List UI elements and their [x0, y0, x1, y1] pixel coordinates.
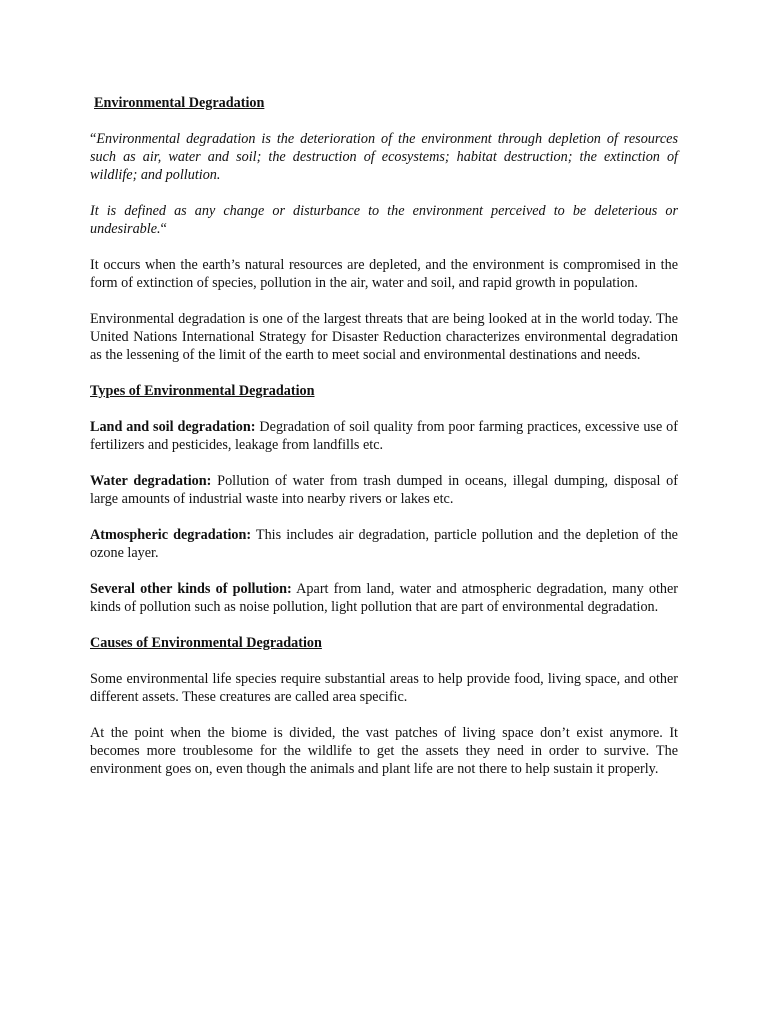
opening-quote-mark: “ — [90, 131, 97, 147]
type-term-atmospheric: Atmospheric degradation: — [90, 527, 252, 543]
type-text-land: Degradation of soil quality from poor farming practices, excessive use of fertilizers and pesticides, leakage from landfills etc. — [90, 419, 678, 453]
type-text-other: Apart from land, water and atmospheric degradation, many other kinds of pollution such as noise pollution, light pollution that are part of environmental degradation. — [90, 581, 678, 615]
type-term-land: Land and soil degradation: — [90, 419, 256, 435]
definition-quote-paragraph-2 — [90, 202, 678, 238]
type-paragraph-other — [90, 580, 678, 616]
definition-quote-text-1: Environmental degradation is the deterioration of the environment through depletion of resources such as air, water and soil; the destruction of ecosystems; habitat destruction; the extinction of wildlife; and pollution. — [90, 131, 678, 183]
type-paragraph-land — [90, 418, 678, 454]
definition-quote-text-2: It is defined as any change or disturbance to the environment perceived to be deleterious or undesirable. — [90, 203, 678, 237]
types-heading: Types of Environmental Degradation — [90, 383, 315, 399]
type-term-water: Water degradation: — [90, 473, 212, 489]
document-page — [90, 94, 678, 796]
type-text-water: Pollution of water from trash dumped in oceans, illegal dumping, disposal of large amounts of industrial waste into nearby rivers or lakes etc. — [90, 473, 678, 507]
intro-paragraph-2: Environmental degradation is one of the largest threats that are being looked at in the world today. The United Nations International Strategy for Disaster Reduction characterizes environmental degradation as the lessening of the limit of the earth to meet social and environmental destinations and needs. — [90, 311, 678, 363]
causes-paragraph-2: At the point when the biome is divided, the vast patches of living space don’t exist anymore. It becomes more troublesome for the wildlife to get the assets they need in order to survive. The environment goes on, even though the animals and plant life are not there to help sustain it properly. — [90, 725, 678, 777]
causes-heading: Causes of Environmental Degradation — [90, 635, 322, 651]
intro-paragraph-1: It occurs when the earth’s natural resources are depleted, and the environment is compromised in the form of extinction of species, pollution in the air, water and soil, and rapid growth in population. — [90, 257, 678, 291]
type-term-other: Several other kinds of pollution: — [90, 581, 292, 597]
type-paragraph-water — [90, 472, 678, 508]
closing-quote-mark: “ — [160, 221, 167, 237]
type-text-atmospheric: This includes air degradation, particle pollution and the depletion of the ozone layer. — [90, 527, 678, 561]
document-title: Environmental Degradation — [94, 95, 265, 111]
definition-quote-paragraph-1 — [90, 130, 678, 184]
causes-paragraph-1: Some environmental life species require substantial areas to help provide food, living space, and other different assets. These creatures are called area specific. — [90, 671, 678, 705]
type-paragraph-atmospheric — [90, 526, 678, 562]
